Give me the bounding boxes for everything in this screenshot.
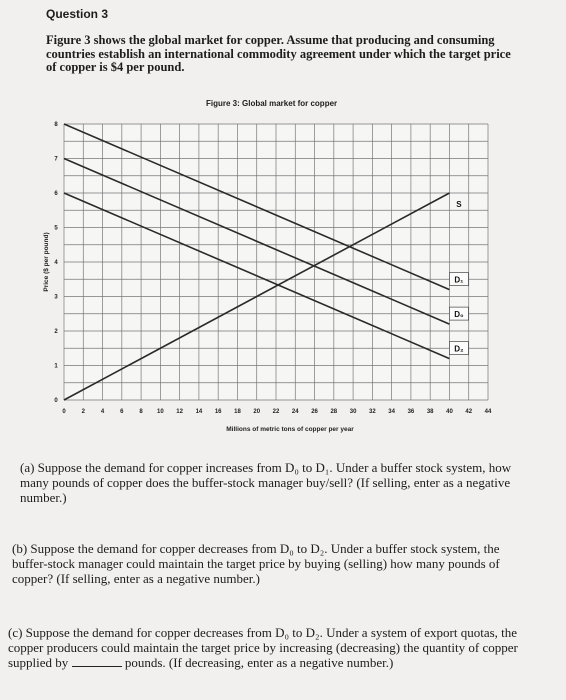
x-tick-label: 36 — [407, 409, 415, 415]
figure-title: Figure 3: Global market for copper — [206, 99, 338, 108]
x-tick-label: 28 — [330, 409, 338, 415]
question-intro: Figure 3 shows the global market for copper. Assume that producing and consuming countries establish an international commodity agreement under which the target price of copper is $4 per pound. — [46, 33, 511, 74]
copper-market-chart — [40, 110, 540, 440]
question-part-c — [8, 625, 533, 670]
y-tick-label: 4 — [54, 260, 58, 266]
question-part-a: (a) Suppose the demand for copper increases from D₀ to D₁. Under a buffer stock system, how many pounds of copper does the buffer-stock manager buy/sell? (If selling, enter as a negative number.) — [20, 460, 512, 505]
question-title: Question 3 — [46, 7, 109, 21]
y-tick-label: 7 — [54, 156, 58, 163]
x-tick-label: 40 — [446, 409, 453, 415]
x-tick-label: 2 — [81, 409, 85, 415]
series-label: D₀ — [454, 310, 464, 320]
x-tick-label: 44 — [484, 409, 492, 415]
x-tick-label: 10 — [157, 409, 164, 415]
x-tick-label: 30 — [349, 409, 357, 415]
series-label: D₁ — [454, 275, 464, 285]
y-tick-label: 6 — [54, 191, 58, 197]
x-tick-label: 22 — [272, 409, 280, 415]
x-tick-label: 26 — [311, 409, 318, 415]
x-axis-label: Millions of metric tons of copper per year — [226, 426, 354, 433]
y-tick-label: 2 — [54, 329, 58, 335]
x-tick-label: 32 — [369, 409, 376, 415]
x-tick-label: 4 — [100, 409, 105, 415]
x-tick-label: 42 — [465, 409, 473, 415]
x-tick-label: 18 — [234, 409, 241, 415]
x-tick-label: 38 — [426, 409, 434, 415]
part-c-text-after: pounds. (If decreasing, enter as a negative number.) — [124, 655, 394, 670]
series-label: D₂ — [454, 344, 464, 354]
y-tick-label: 5 — [54, 225, 58, 232]
x-tick-label: 6 — [120, 409, 124, 415]
y-tick-label: 1 — [54, 363, 58, 370]
x-tick-label: 14 — [195, 409, 203, 415]
x-tick-label: 12 — [176, 409, 183, 415]
part-c-text-before: (c) Suppose the demand for copper decreases from D₀ to D₂. Under a system of export quotas, the copper producers could maintain the target price by increasing (decreasing) the quantity of copper supplied by — [8, 625, 518, 670]
answer-blank[interactable] — [72, 655, 122, 667]
x-tick-label: 34 — [388, 409, 395, 415]
x-tick-label: 16 — [214, 409, 222, 415]
series-label: S — [456, 200, 462, 209]
x-tick-label: 8 — [139, 409, 143, 415]
question-part-b: (b) Suppose the demand for copper decreases from D₀ to D₂. Under a buffer stock system, the buffer-stock manager could maintain the target price by buying (selling) how many pounds of copper? (If selling, enter as a negative number.) — [12, 541, 500, 586]
y-tick-label: 0 — [54, 398, 58, 404]
x-tick-label: 0 — [62, 409, 66, 415]
y-tick-label: 8 — [54, 122, 58, 128]
x-tick-label: 20 — [253, 409, 261, 415]
y-axis-label: Price ($ per pound) — [43, 232, 50, 292]
x-tick-label: 24 — [291, 409, 299, 415]
y-tick-label: 3 — [54, 294, 58, 301]
